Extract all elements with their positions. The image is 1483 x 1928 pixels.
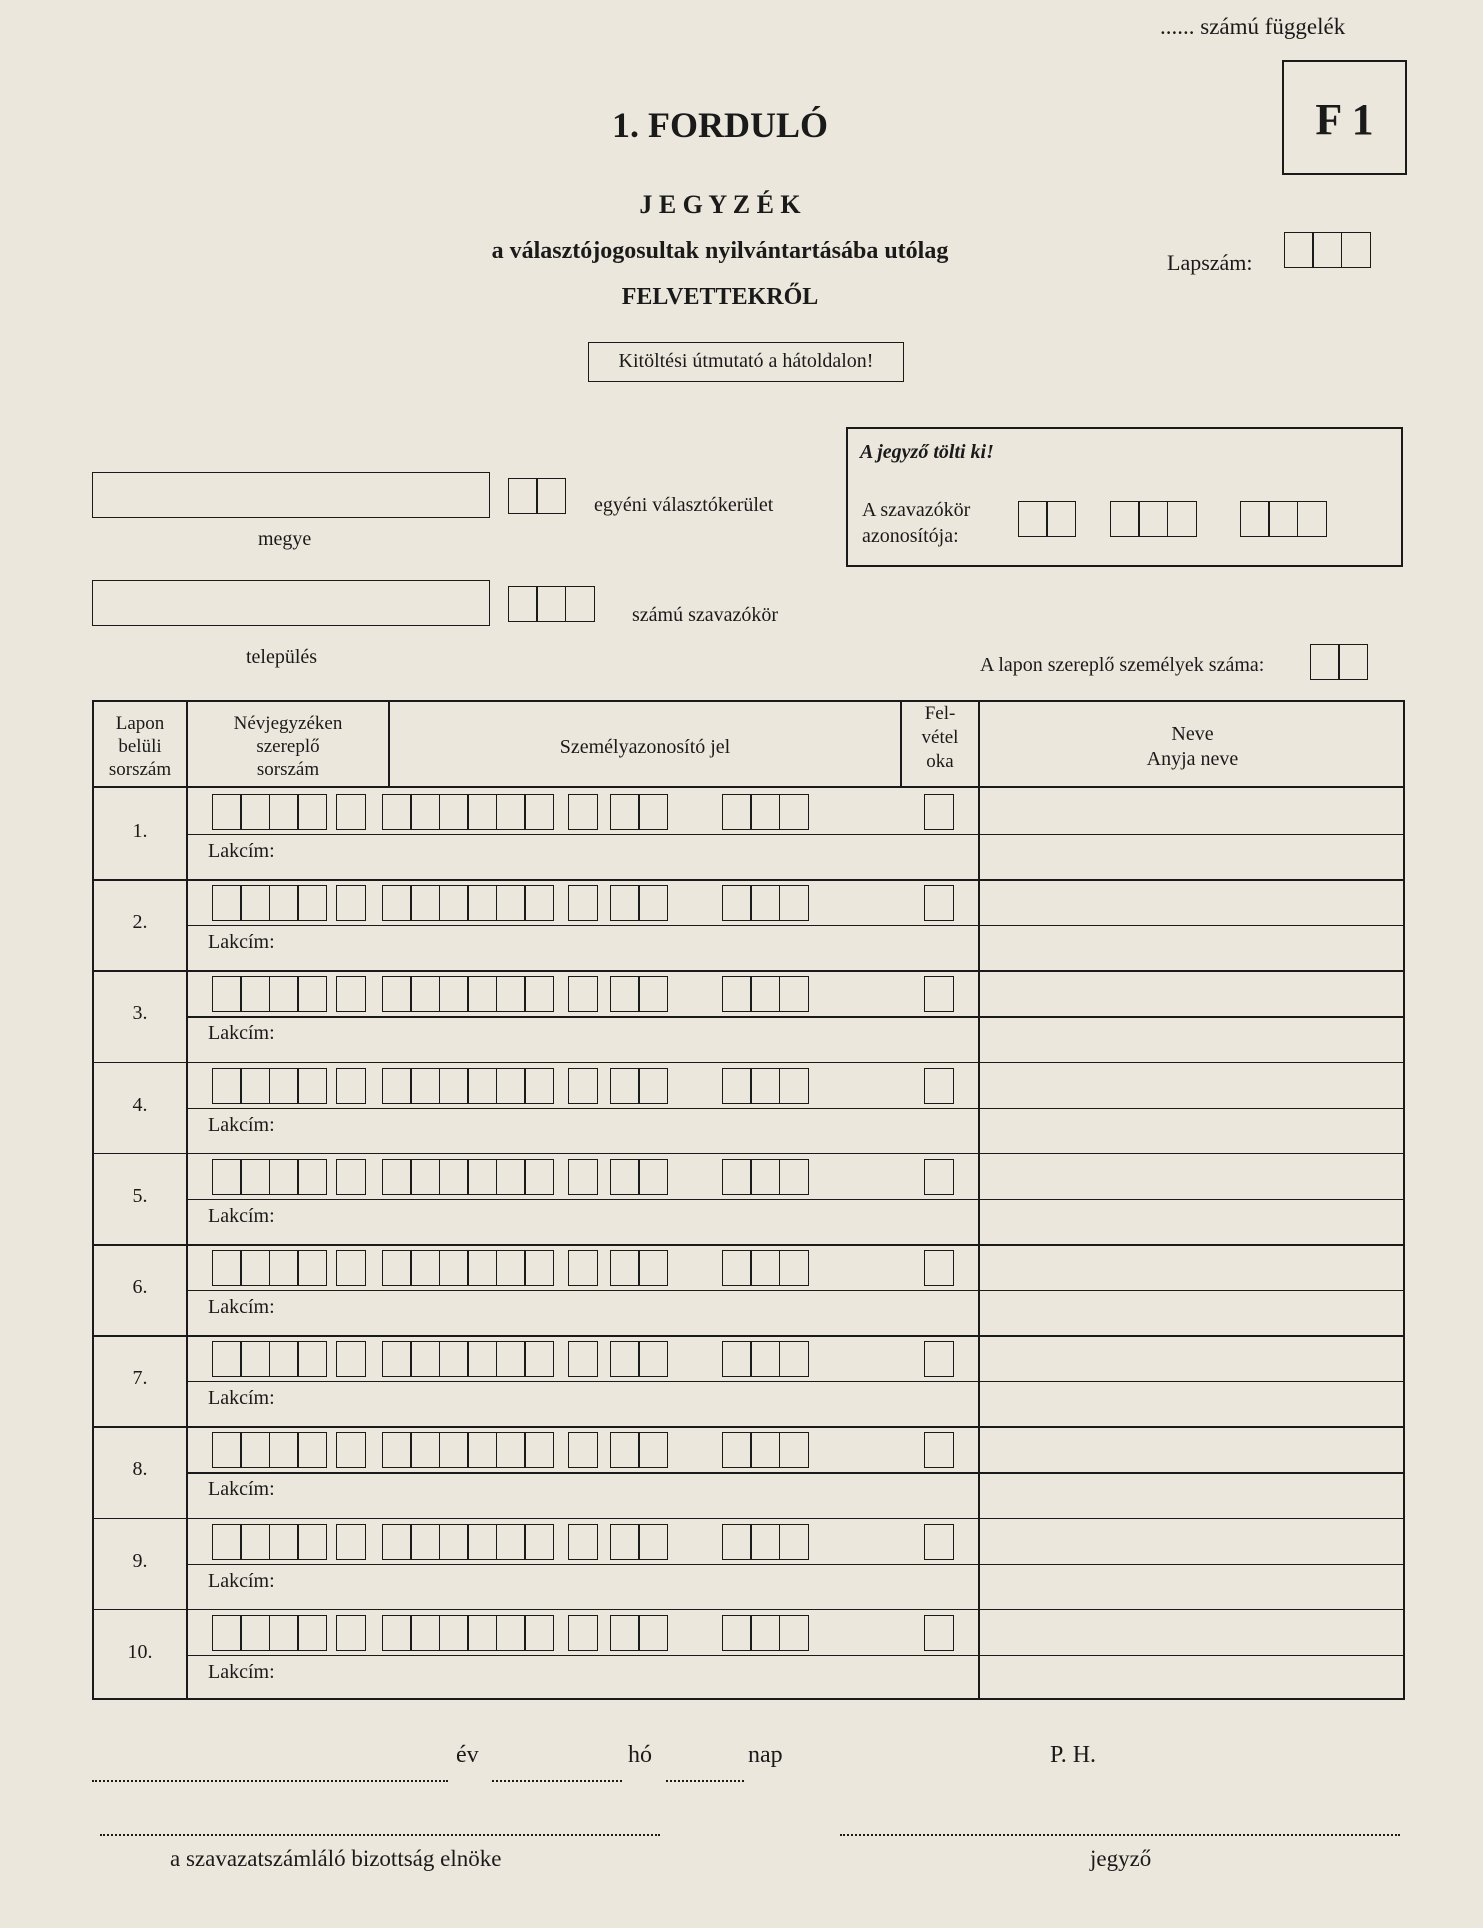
county-input[interactable]: [92, 472, 490, 518]
id-cells[interactable]: [336, 794, 366, 830]
id-cells[interactable]: [382, 1341, 554, 1377]
id-cells[interactable]: [336, 1250, 366, 1286]
row-number: 6.: [132, 1276, 148, 1298]
id-cells[interactable]: [382, 794, 554, 830]
id-cells[interactable]: [336, 1159, 366, 1195]
id-cells[interactable]: [382, 885, 554, 921]
notary-box: [846, 427, 1403, 567]
id-cells[interactable]: [212, 976, 327, 1012]
page-number-label: Lapszám:: [1167, 250, 1253, 275]
id-cells[interactable]: [212, 1432, 327, 1468]
polling-id-label-2: azonosítója:: [862, 525, 959, 547]
header-col5: Neve Anyja neve: [1146, 723, 1239, 770]
address-label: Lakcím:: [208, 1022, 275, 1045]
reason-cell[interactable]: [924, 885, 954, 921]
id-cells[interactable]: [568, 1068, 598, 1104]
id-cells[interactable]: [568, 1159, 598, 1195]
polling-id-cells-a[interactable]: [1018, 501, 1076, 537]
id-cells[interactable]: [722, 1432, 809, 1468]
address-label: Lakcím:: [208, 1569, 275, 1592]
row-number: 5.: [132, 1184, 148, 1207]
id-cells[interactable]: [212, 794, 327, 830]
reason-cell[interactable]: [924, 1250, 954, 1286]
id-cells[interactable]: [568, 1250, 598, 1286]
row-number: 2.: [132, 911, 148, 934]
row-number: 4.: [132, 1093, 148, 1116]
form-code: F 1: [1315, 95, 1374, 144]
id-cells[interactable]: [568, 976, 598, 1012]
id-cells[interactable]: [610, 1159, 668, 1195]
county-label: megye: [258, 528, 312, 550]
document-title: J E G Y Z É K: [639, 190, 801, 219]
page-number-cells[interactable]: [1284, 232, 1371, 268]
id-cells[interactable]: [382, 1159, 554, 1195]
id-cells[interactable]: [568, 794, 598, 830]
reason-cell[interactable]: [924, 1341, 954, 1377]
id-cells[interactable]: [382, 1432, 554, 1468]
id-cells[interactable]: [610, 976, 668, 1012]
date-year: év: [456, 1742, 479, 1768]
id-cells[interactable]: [568, 1432, 598, 1468]
address-label: Lakcím:: [208, 1204, 275, 1227]
row-number: 1.: [132, 820, 148, 842]
row-number: 7.: [132, 1367, 148, 1390]
id-cells[interactable]: [336, 1524, 366, 1560]
id-cells[interactable]: [722, 976, 809, 1012]
id-cells[interactable]: [336, 1615, 366, 1651]
row-number: 9.: [132, 1549, 148, 1572]
id-cells[interactable]: [568, 1615, 598, 1651]
id-cells[interactable]: [336, 885, 366, 921]
notary-note: A jegyző tölti ki!: [860, 441, 994, 463]
id-cells[interactable]: [722, 1524, 809, 1560]
id-cells[interactable]: [722, 794, 809, 830]
id-cells[interactable]: [212, 1524, 327, 1560]
id-cells[interactable]: [212, 885, 327, 921]
id-cells[interactable]: [336, 976, 366, 1012]
district-cells[interactable]: [508, 478, 566, 514]
header-col3: Személyazonosító jel: [559, 736, 731, 758]
persons-count-label: A lapon szereplő személyek száma:: [980, 654, 1265, 676]
id-cells[interactable]: [610, 1250, 668, 1286]
id-cells[interactable]: [722, 1615, 809, 1651]
id-cells[interactable]: [212, 1250, 327, 1286]
id-cells[interactable]: [610, 1615, 668, 1651]
id-cells[interactable]: [336, 1068, 366, 1104]
persons-count-cells[interactable]: [1310, 644, 1368, 680]
id-cells[interactable]: [722, 1159, 809, 1195]
settlement-label: település: [246, 646, 318, 668]
id-cells[interactable]: [568, 1524, 598, 1560]
id-cells[interactable]: [382, 1615, 554, 1651]
polling-station-cells[interactable]: [508, 586, 595, 622]
id-cells[interactable]: [212, 1341, 327, 1377]
id-cells[interactable]: [610, 794, 668, 830]
header-col4: Fel- vétel oka: [921, 703, 959, 772]
chair-signature-label: a szavazatszámláló bizottság elnöke: [170, 1846, 502, 1871]
date-day: nap: [748, 1742, 783, 1768]
document-subtitle-2: FELVETTEKRŐL: [621, 284, 819, 310]
address-label: Lakcím:: [208, 1478, 275, 1501]
id-cells[interactable]: [336, 1341, 366, 1377]
header-col2: Névjegyzéken szereplő sorszám: [233, 713, 343, 780]
id-cells[interactable]: [568, 885, 598, 921]
id-cells[interactable]: [382, 1524, 554, 1560]
row-number: 3.: [132, 1002, 148, 1025]
round-title: 1. FORDULÓ: [612, 105, 828, 145]
reason-cell[interactable]: [924, 1159, 954, 1195]
polling-station-label: számú szavazókör: [632, 604, 779, 626]
id-cells[interactable]: [212, 1159, 327, 1195]
id-cells[interactable]: [382, 976, 554, 1012]
row-number: 8.: [132, 1458, 148, 1481]
seal-label: P. H.: [1050, 1742, 1097, 1768]
address-label: Lakcím:: [208, 1296, 275, 1318]
district-label: egyéni választókerület: [594, 494, 774, 516]
document-subtitle: a választójogosultak nyilvántartásába utólag: [491, 238, 949, 264]
reason-cell[interactable]: [924, 1068, 954, 1104]
reason-cell[interactable]: [924, 794, 954, 830]
id-cells[interactable]: [212, 1615, 327, 1651]
address-label: Lakcím:: [208, 840, 275, 862]
notary-signature-label: jegyző: [1090, 1846, 1152, 1871]
reason-cell[interactable]: [924, 1432, 954, 1468]
address-label: Lakcím:: [208, 1113, 275, 1136]
reason-cell[interactable]: [924, 976, 954, 1012]
appendix-label: ...... számú függelék: [1160, 14, 1346, 39]
id-cells[interactable]: [568, 1341, 598, 1377]
polling-id-label-1: A szavazókör: [862, 499, 971, 521]
form-code-box: [1282, 60, 1407, 175]
id-cells[interactable]: [382, 1068, 554, 1104]
id-cells[interactable]: [610, 1524, 668, 1560]
id-cells[interactable]: [610, 885, 668, 921]
id-cells[interactable]: [722, 1068, 809, 1104]
date-month: hó: [628, 1742, 652, 1768]
address-label: Lakcím:: [208, 1387, 275, 1410]
id-cells[interactable]: [336, 1432, 366, 1468]
polling-id-cells-b[interactable]: [1110, 501, 1197, 537]
instruction-box: [588, 342, 904, 382]
id-cells[interactable]: [382, 1250, 554, 1286]
notary-signature-line[interactable]: [840, 1834, 1400, 1836]
id-cells[interactable]: [212, 1068, 327, 1104]
id-cells[interactable]: [610, 1432, 668, 1468]
polling-id-cells-c[interactable]: [1240, 501, 1327, 537]
address-label: Lakcím:: [208, 931, 275, 954]
id-cells[interactable]: [722, 1341, 809, 1377]
address-label: Lakcím:: [208, 1660, 275, 1683]
id-cells[interactable]: [722, 1250, 809, 1286]
chair-signature-line[interactable]: [100, 1834, 660, 1836]
row-number: 10.: [127, 1640, 153, 1663]
reason-cell[interactable]: [924, 1524, 954, 1560]
settlement-input[interactable]: [92, 580, 490, 626]
header-col1: Lapon belüli sorszám: [108, 713, 172, 780]
instruction-text: Kitöltési útmutató a hátoldalon!: [618, 350, 874, 372]
id-cells[interactable]: [610, 1341, 668, 1377]
reason-cell[interactable]: [924, 1615, 954, 1651]
id-cells[interactable]: [610, 1068, 668, 1104]
id-cells[interactable]: [722, 885, 809, 921]
